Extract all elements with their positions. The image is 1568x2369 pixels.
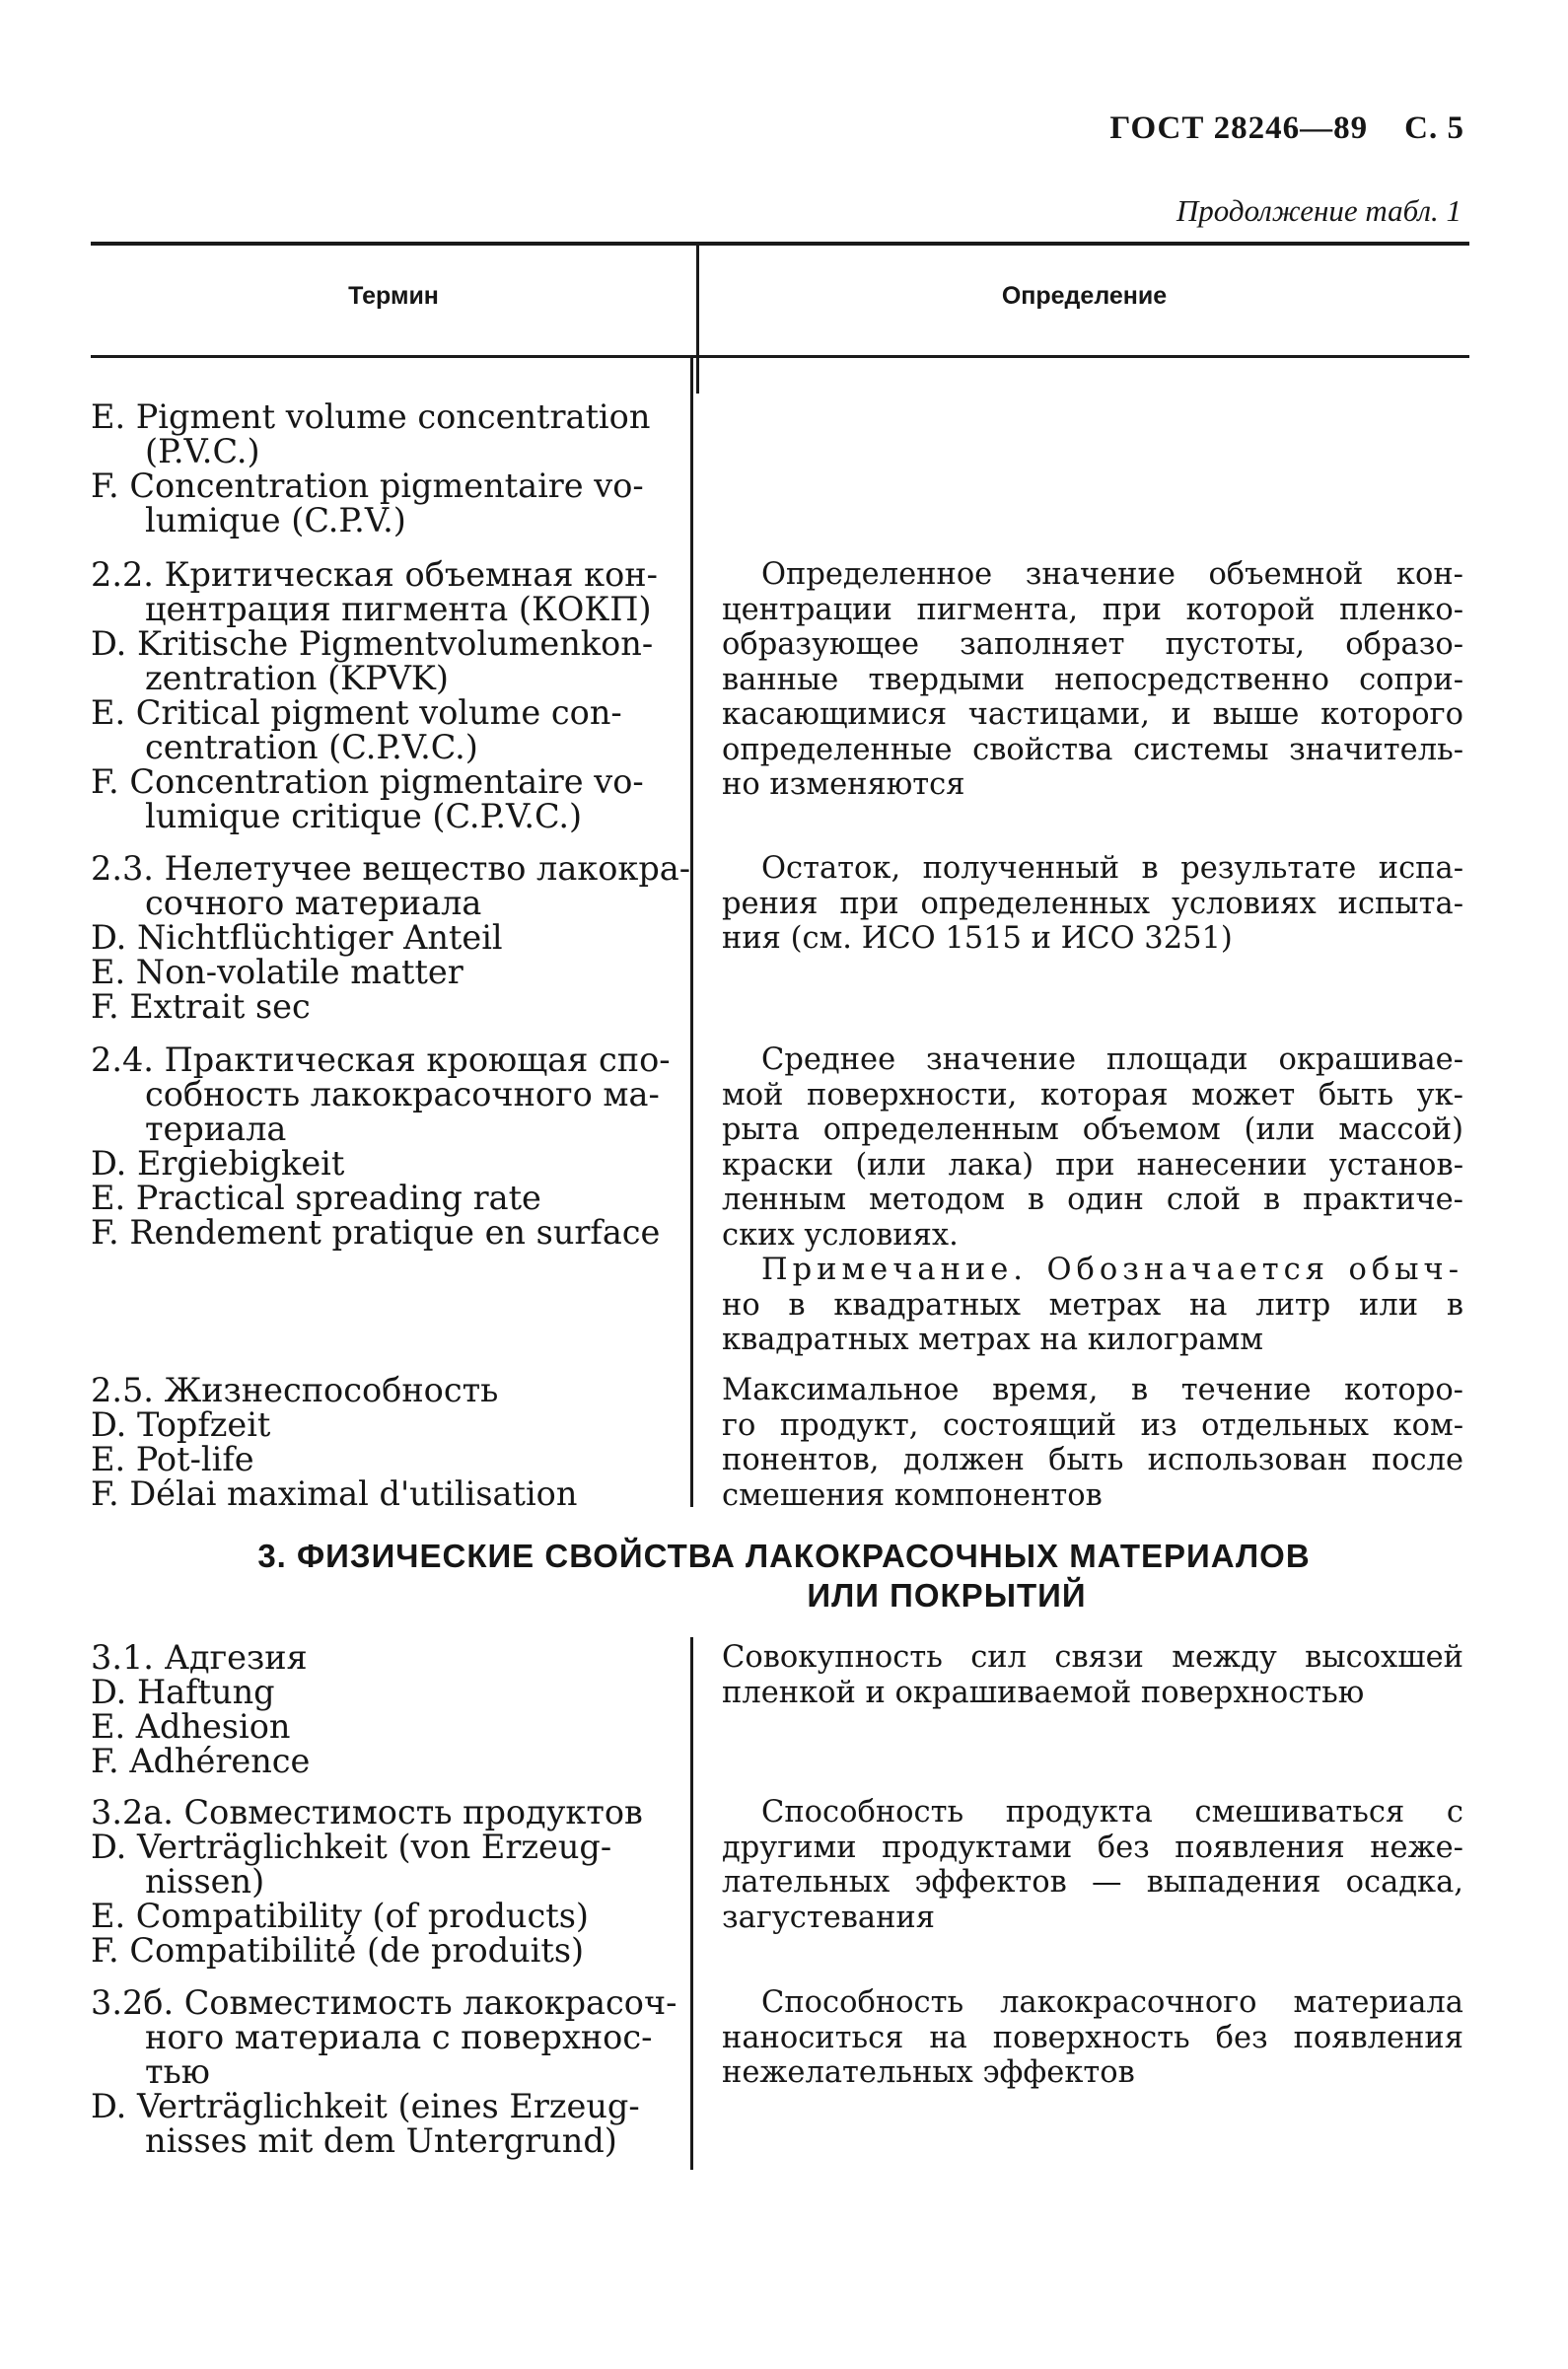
term-pvc: E. Pigment volume concentration (P.V.C.) F. Concentration pigmentaire vo- lumique (C.P.V.): [91, 397, 651, 539]
note-2-4: Примечание. Обозначается обыч- но в квадратных метрах на литр или в квадратных метрах на килограмм: [722, 1253, 1463, 1357]
term-3-2b: 3.2б. Совместимость лакокрасоч- ного материала с поверхнос- тью D. Verträglichkeit (eines Erzeug- nisses mit dem Untergrund): [91, 1983, 677, 2160]
column-header-definition: Определение: [1001, 282, 1168, 310]
header-column-divider: [696, 246, 699, 394]
term-2-4: 2.4. Практическая кроющая спо- собность лакокрасочного ма- териала D. Ergiebigkeit E. Practical spreading rate F. Rendement pratique en surface: [91, 1041, 671, 1252]
definition-3-1: Совокупность сил связи между высохшей пленкой и окрашиваемой поверхностью: [722, 1640, 1463, 1710]
definition-2-3: Остаток, полученный в результате испа- рения при определенных условиях испыта- ния (см. ИСО 1515 и ИСО 3251): [722, 851, 1463, 956]
table-column-divider: [690, 358, 693, 1507]
table-continuation-note: Продолжение табл. 1: [1176, 193, 1461, 228]
header-bottom-rule: [91, 355, 1469, 358]
definition-2-2: Определенное значение объемной кон- центрации пигмента, при которой пленко- образующее заполняет пустоты, образо- ванные твердыми непосредственно сопри- касающимися частицами, и выше которого определенные свойства системы значитель- но изменяются: [722, 557, 1463, 802]
table-top-rule: [91, 242, 1469, 246]
standard-number: ГОСТ 28246—89: [1109, 110, 1369, 146]
term-2-5: 2.5. Жизнеспособность D. Topfzeit E. Pot-life F. Délai maximal d'utilisation: [91, 1371, 578, 1513]
term-3-2a: 3.2а. Совместимость продуктов D. Verträglichkeit (von Erzeug- nissen) E. Compatibility (of products) F. Compatibilité (de produits): [91, 1793, 643, 1970]
definition-2-4: Среднее значение площади окрашивае- мой поверхности, которая может быть ук- рыта определенным объемом (или массой) краски (или лака) при нанесении установ- ленным методом в один слой в практиче- ских условиях.: [722, 1042, 1463, 1253]
term-3-1: 3.1. Адгезия D. Haftung E. Adhesion F. Adhérence: [91, 1638, 311, 1780]
term-2-3: 2.3. Нелетучее вещество лакокра- сочного материала D. Nichtflüchtiger Anteil E. Non-volatile matter F. Extrait sec: [91, 849, 691, 1026]
page-number: С. 5: [1404, 110, 1464, 146]
term-2-2: 2.2. Критическая объемная кон- центрация пигмента (КОКП) D. Kritische Pigmentvolumenkon- zentration (KPVK) E. Critical pigment volume con- centration (C.P.V.C.) F. Concentration pigmentaire vo- lumique critique (C.P.V.C.): [91, 555, 658, 835]
page-header: [1109, 110, 1464, 147]
column-header-term: Термин: [348, 282, 439, 310]
definition-2-5: Максимальное время, в течение которо- го продукт, состоящий из отдельных ком- понентов, должен быть использован после смешения компонентов: [722, 1373, 1463, 1513]
definition-3-2a: Способность продукта смешиваться с другими продуктами без появления неже- лательных эффектов — выпадения осадка, загустевания: [722, 1795, 1463, 1935]
section-3-heading: 3. ФИЗИЧЕСКИЕ СВОЙСТВА ЛАКОКРАСОЧНЫХ МАТЕРИАЛОВ ИЛИ ПОКРЫТИЙ: [257, 1538, 1311, 1614]
section-3-column-divider: [690, 1637, 693, 2170]
definition-3-2b: Способность лакокрасочного материала наноситься на поверхность без появления нежелательных эффектов: [722, 1985, 1463, 2090]
